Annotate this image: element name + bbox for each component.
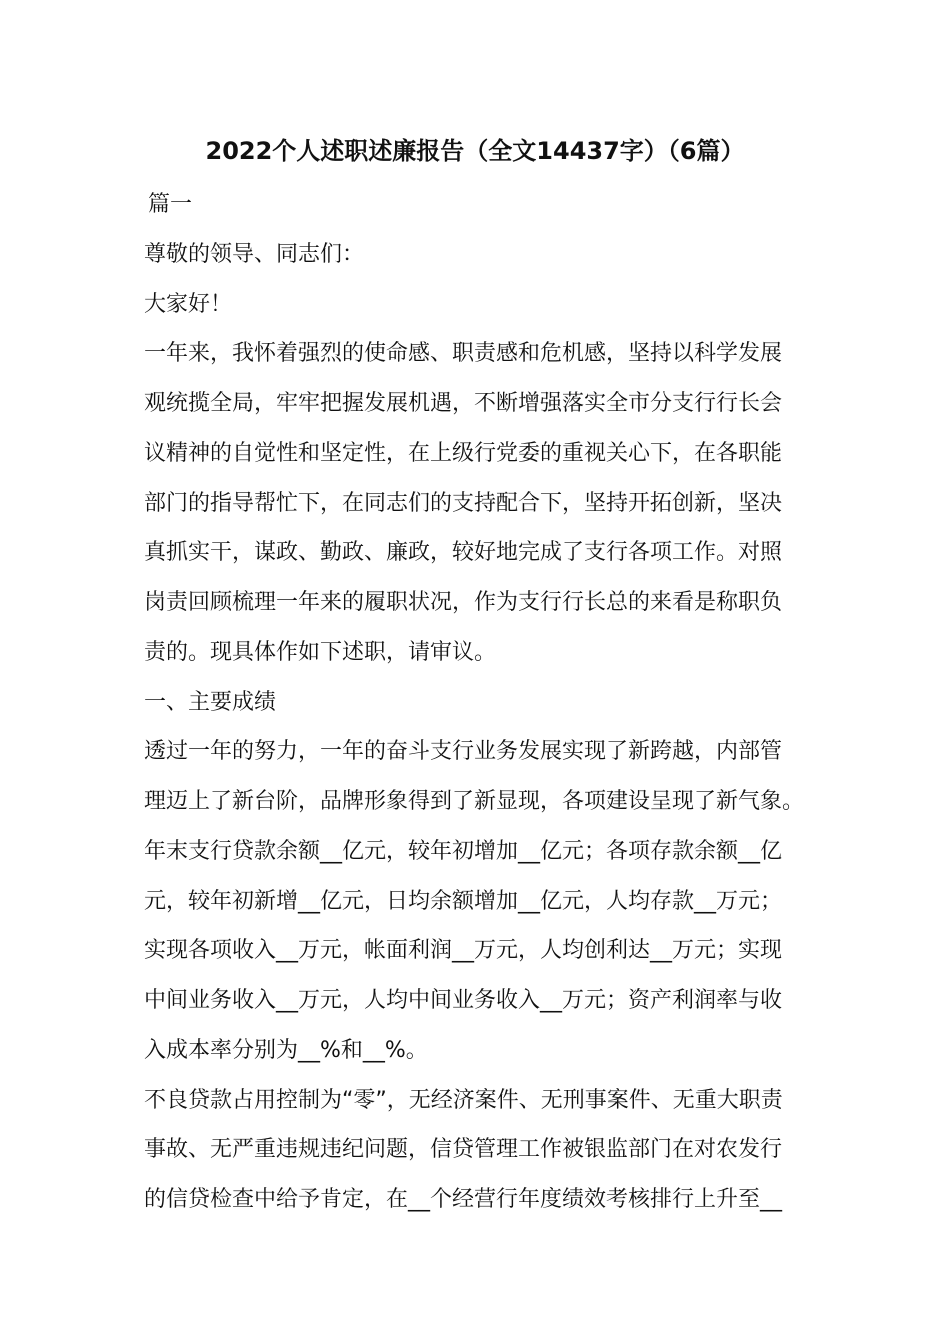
greeting: 大家好！	[144, 291, 233, 317]
paragraph-line: 实现各项收入__万元，帐面利润__万元，人均创利达__万元；实现	[144, 938, 783, 964]
paragraph-line: 理迈上了新台阶，品牌形象得到了新显现，各项建设呈现了新气象。	[144, 789, 805, 814]
paragraph-line: 真抓实干，谋政、勤政、廉政，较好地完成了支行各项工作。对照	[144, 540, 783, 566]
document-body	[144, 180, 824, 1225]
paragraph-line: 责的。现具体作如下述职，请审议。	[144, 639, 497, 665]
paragraph-line: 观统揽全局，牢牢把握发展机遇，不断增强落实全市分支行行长会	[144, 391, 783, 416]
paragraph-line: 透过一年的努力，一年的奋斗支行业务发展实现了新跨越，内部管	[144, 739, 783, 765]
subheading: 一、主要成绩	[144, 689, 277, 715]
paragraph-line: 部门的指导帮忙下，在同志们的支持配合下，坚持开拓创新，坚决	[144, 490, 783, 516]
section-heading: 篇一	[148, 192, 193, 217]
paragraph-line: 的信贷检查中给予肯定，在__个经营行年度绩效考核排行上升至__	[144, 1187, 783, 1212]
paragraph-line: 事故、无严重违规违纪问题，信贷管理工作被银监部门在对农发行	[144, 1137, 783, 1163]
paragraph-line: 议精神的自觉性和坚定性，在上级行党委的重视关心下，在各职能	[144, 440, 783, 466]
paragraph-line: 中间业务收入__万元，人均中间业务收入__万元；资产利润率与收	[144, 988, 783, 1013]
paragraph-line: 元，较年初新增__亿元，日均余额增加__亿元，人均存款__万元；	[144, 888, 783, 914]
paragraph-line: 岗责回顾梳理一年来的履职状况，作为支行行长总的来看是称职负	[144, 590, 783, 615]
paragraph-line: 不良贷款占用控制为“零”，无经济案件、无刑事案件、无重大职责	[144, 1087, 783, 1113]
salutation: 尊敬的领导、同志们：	[144, 241, 365, 267]
document-title: 2022个人述职述廉报告（全文14437字）（6篇）	[205, 137, 745, 165]
paragraph-line: 入成本率分别为__%和__%。	[144, 1037, 428, 1063]
paragraph-line: 一年来，我怀着强烈的使命感、职责感和危机感，坚持以科学发展	[144, 341, 783, 367]
paragraph-line: 年末支行贷款余额__亿元，较年初增加__亿元；各项存款余额__亿	[144, 838, 783, 864]
